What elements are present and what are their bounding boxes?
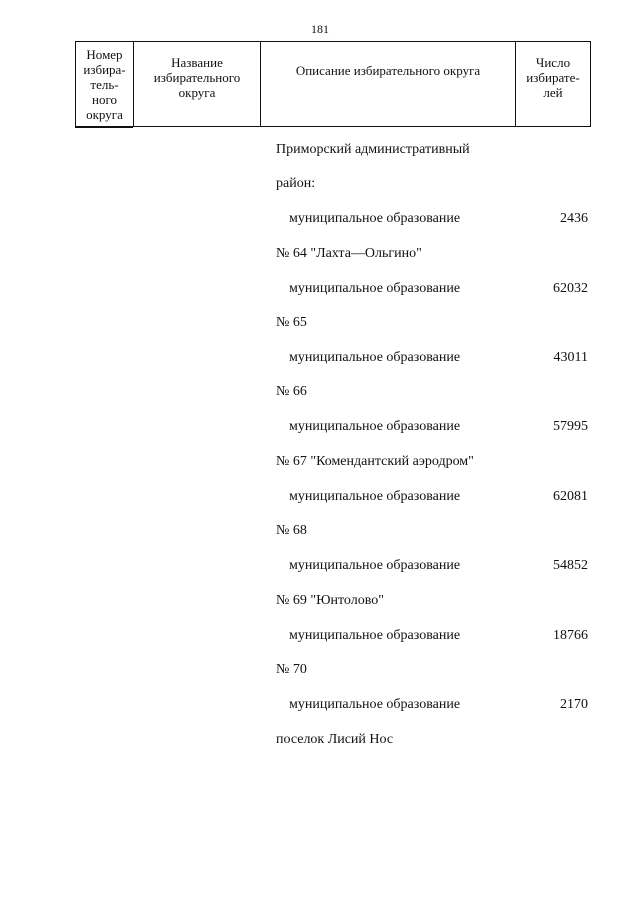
voter-count: 43011: [553, 350, 588, 365]
header-text: Номер: [86, 46, 123, 62]
table-header: [75, 41, 591, 127]
entry-label: муниципальное образование: [289, 558, 461, 573]
header-text: ного: [92, 91, 117, 107]
header-description-column: [261, 42, 516, 126]
voter-count: 2170: [560, 697, 588, 712]
entry-name: № 64 "Лахта—Ольгино": [276, 246, 422, 261]
entry-name: № 67 "Комендантский аэродром": [276, 454, 474, 469]
header-text: округа: [178, 84, 216, 100]
header-text: Число: [535, 54, 571, 70]
header-number-column: [76, 42, 134, 126]
voter-count: 62081: [553, 489, 588, 504]
entry-label: муниципальное образование: [289, 628, 461, 643]
district-title: район:: [276, 176, 316, 191]
entry-name: № 65: [276, 315, 307, 330]
entry-label: муниципальное образование: [289, 281, 461, 296]
district-title: Приморский административный: [276, 142, 470, 157]
entry-label: муниципальное образование: [289, 419, 461, 434]
header-text: тель-: [90, 76, 119, 92]
entry-label: муниципальное образование: [289, 697, 461, 712]
voter-count: 2436: [560, 211, 588, 226]
header-voters-column: [516, 42, 590, 126]
voter-count: 18766: [553, 628, 588, 643]
header-text: избира-: [83, 61, 126, 77]
entry-label: муниципальное образование: [289, 211, 461, 226]
entry-label: муниципальное образование: [289, 350, 461, 365]
entry-label: муниципальное образование: [289, 489, 461, 504]
header-text: лей: [543, 84, 563, 100]
voter-count: 62032: [553, 281, 588, 296]
header-bottom-rule: [75, 127, 133, 128]
header-text: избирате-: [526, 69, 580, 85]
header-text: округа: [86, 106, 123, 122]
voter-count: 54852: [553, 558, 588, 573]
page-number: 181: [311, 22, 329, 36]
header-text: избирательного: [153, 69, 241, 85]
entry-name: № 66: [276, 384, 307, 399]
voter-count: 57995: [553, 419, 588, 434]
entry-name: № 68: [276, 523, 307, 538]
entry-name: № 70: [276, 662, 307, 677]
entry-name: № 69 "Юнтолово": [276, 593, 384, 608]
header-text: Описание избирательного округа: [295, 62, 481, 78]
header-text: Название: [171, 54, 223, 70]
header-name-column: [134, 42, 261, 126]
entry-name: поселок Лисий Нос: [276, 732, 394, 747]
